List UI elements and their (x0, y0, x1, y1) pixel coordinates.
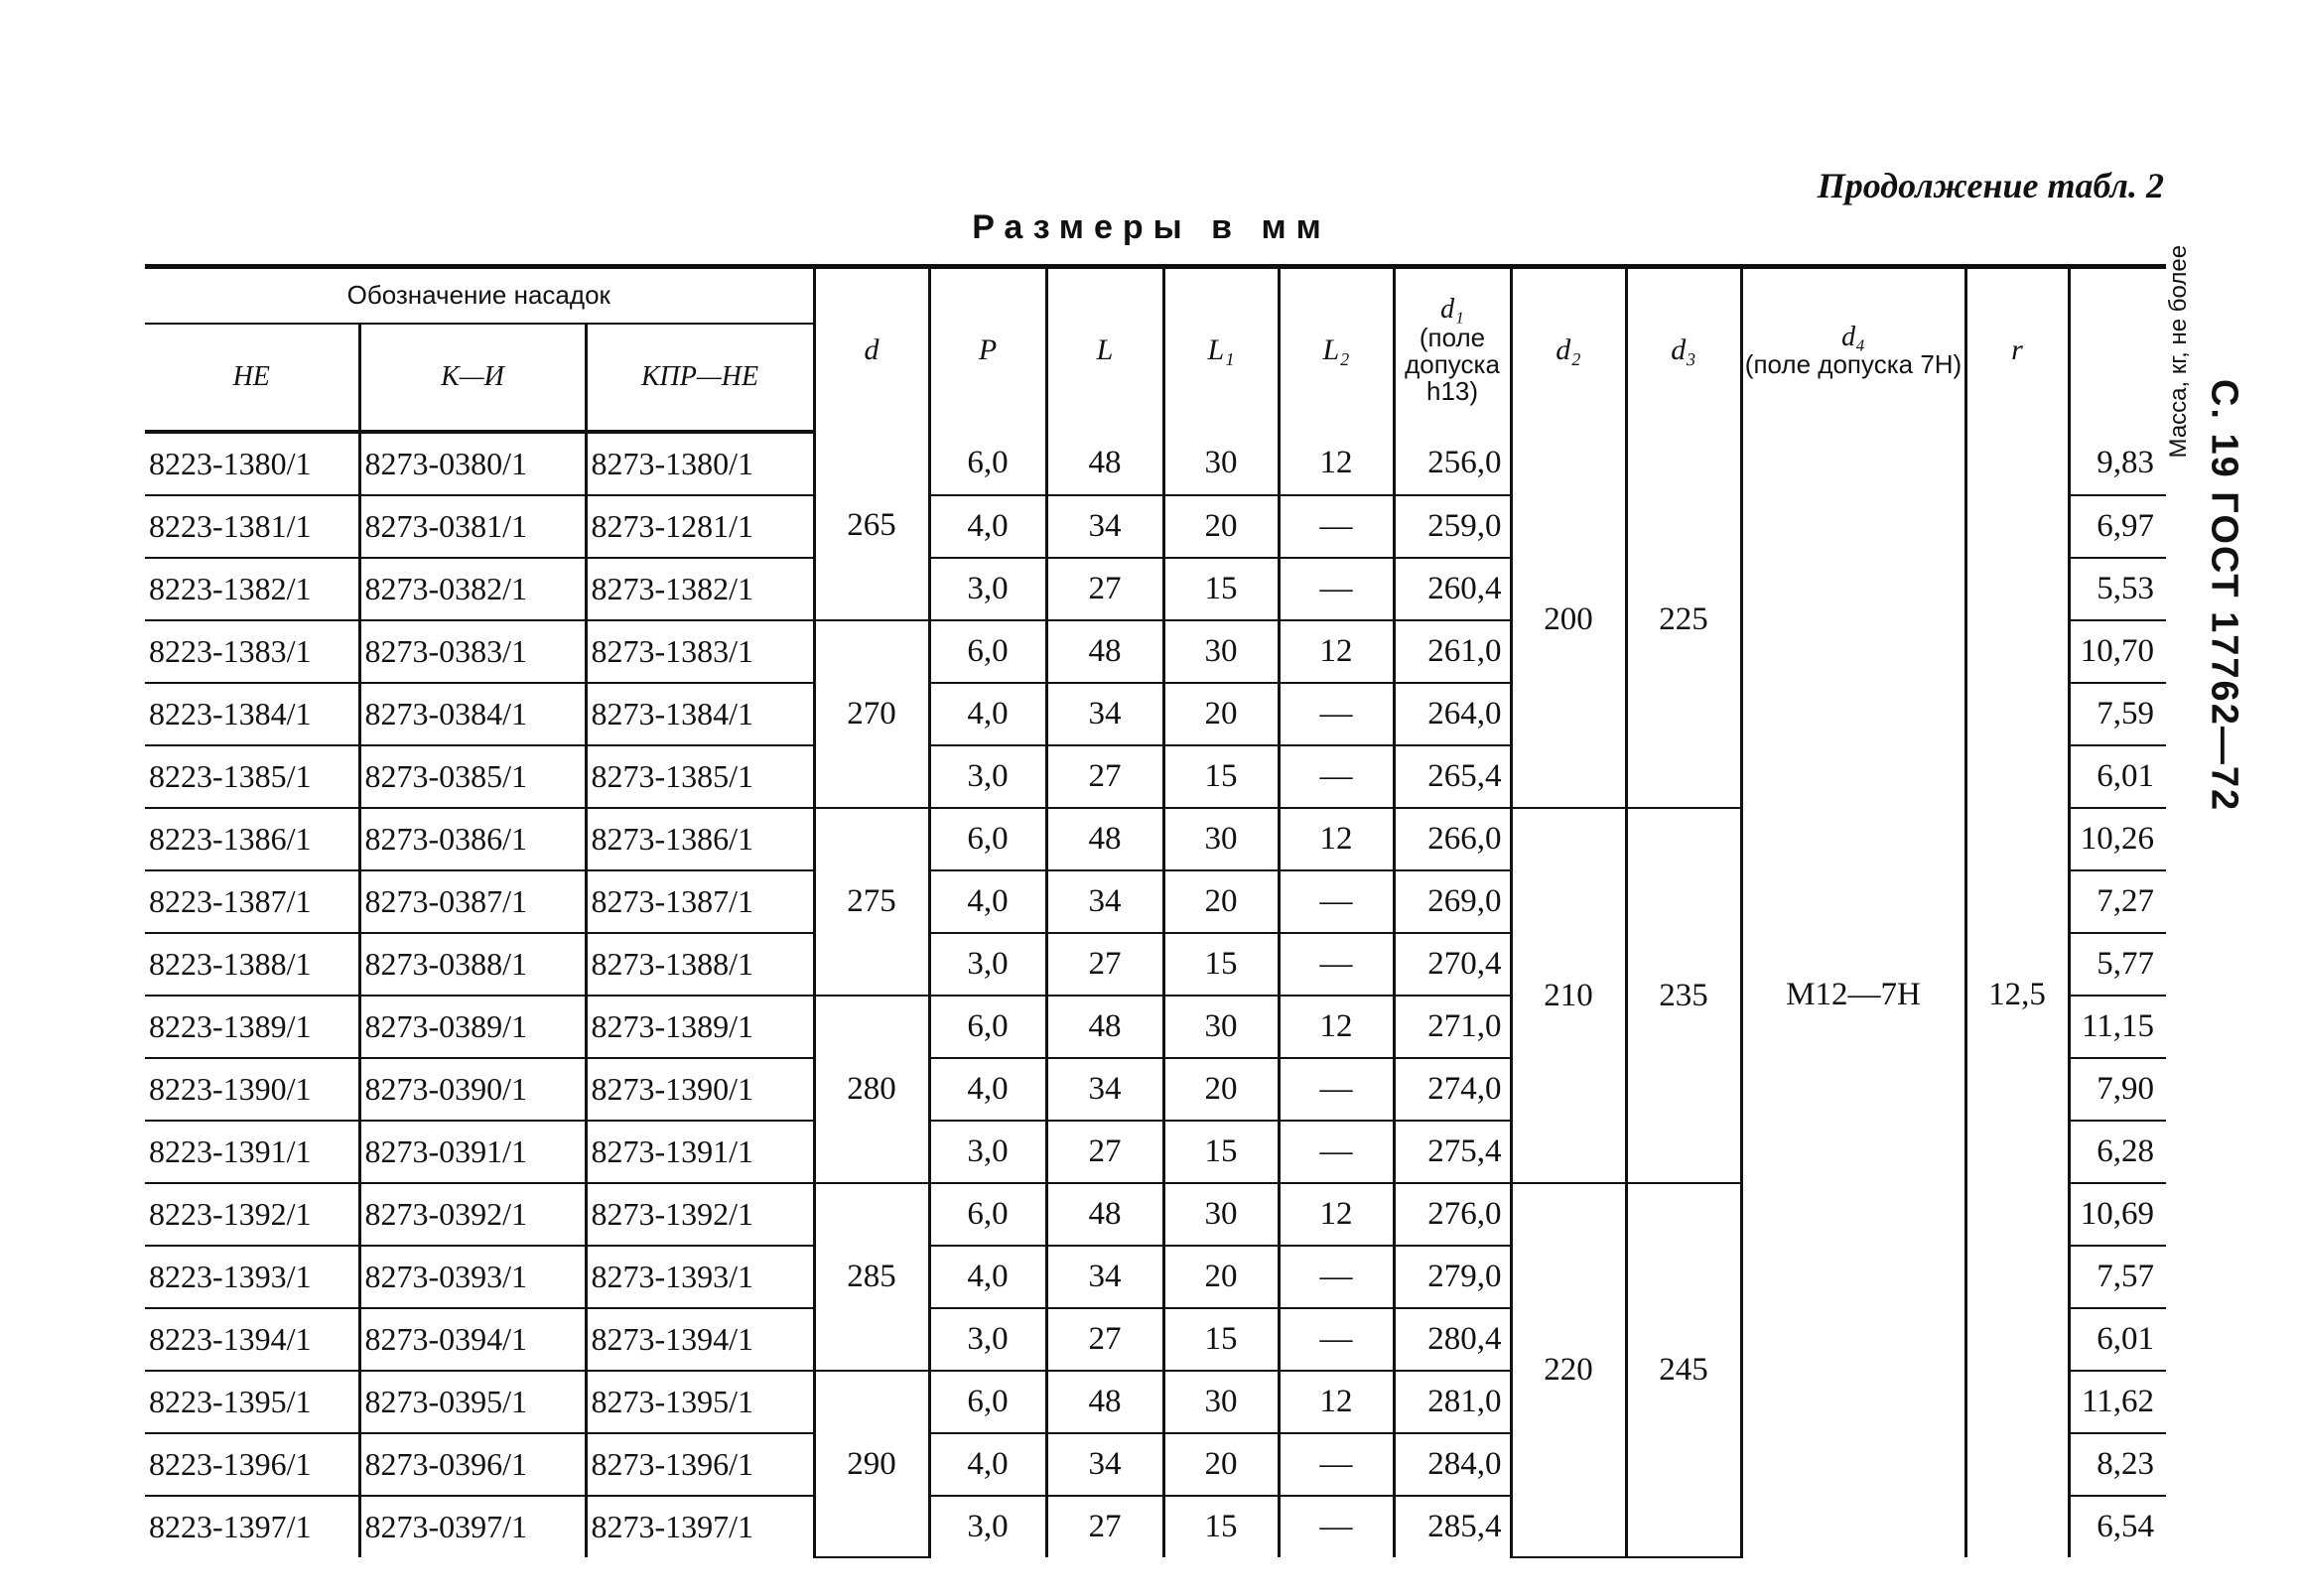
cell-ki: 8273-0392/1 (359, 1183, 586, 1246)
cell-mass: 5,77 (2069, 933, 2166, 996)
cell-l2: — (1279, 683, 1394, 745)
cell-kpr: 8273-1380/1 (586, 432, 814, 495)
cell-l: 48 (1046, 1371, 1163, 1433)
cell-d1: 269,0 (1394, 870, 1511, 933)
col-header-r: r (1965, 267, 2069, 433)
cell-p: 3,0 (929, 745, 1046, 808)
cell-p: 3,0 (929, 933, 1046, 996)
cell-kpr: 8273-1395/1 (586, 1371, 814, 1433)
cell-d3: 235 (1626, 808, 1741, 1183)
cell-ki: 8273-0391/1 (359, 1121, 586, 1183)
cell-d: 285 (814, 1183, 929, 1371)
cell-p: 4,0 (929, 1433, 1046, 1496)
cell-ki: 8273-0390/1 (359, 1058, 586, 1121)
cell-ne: 8223-1386/1 (145, 808, 359, 870)
cell-l2: 12 (1279, 996, 1394, 1058)
cell-d: 270 (814, 620, 929, 808)
cell-ki: 8273-0382/1 (359, 558, 586, 620)
cell-l2: — (1279, 1246, 1394, 1308)
cell-d1: 284,0 (1394, 1433, 1511, 1496)
cell-l1: 30 (1163, 620, 1279, 683)
cell-l: 48 (1046, 1183, 1163, 1246)
cell-l: 34 (1046, 1433, 1163, 1496)
cell-ki: 8273-0397/1 (359, 1496, 586, 1557)
col-header-d4 (1741, 267, 1965, 433)
cell-ne: 8223-1384/1 (145, 683, 359, 745)
col-header-kpr: КПР—НЕ (586, 324, 814, 432)
cell-p: 4,0 (929, 1058, 1046, 1121)
cell-d1: 274,0 (1394, 1058, 1511, 1121)
cell-ne: 8223-1382/1 (145, 558, 359, 620)
cell-ne: 8223-1397/1 (149, 1509, 312, 1544)
cell-ne: 8223-1390/1 (145, 1058, 359, 1121)
cell-d1: 270,4 (1394, 933, 1511, 996)
cell-ki: 8273-0385/1 (359, 745, 586, 808)
nozzle-spec-table (145, 244, 2192, 1558)
cell-l1: 15 (1163, 933, 1279, 996)
col-header-l1: L₁ (1163, 267, 1279, 433)
cell-kpr: 8273-1390/1 (586, 1058, 814, 1121)
col-header-mass (2069, 244, 2192, 459)
cell-d1: 280,4 (1394, 1308, 1511, 1371)
cell-l: 27 (1046, 933, 1163, 996)
cell-kpr: 8273-1281/1 (586, 495, 814, 558)
cell-d: 265 (814, 432, 929, 620)
cell-ne: 8223-1391/1 (145, 1121, 359, 1183)
cell-ki: 8273-0396/1 (359, 1433, 586, 1496)
cell-l1: 30 (1163, 996, 1279, 1058)
cell-ne: 8223-1393/1 (145, 1246, 359, 1308)
cell-l: 48 (1046, 808, 1163, 870)
cell-mass: 6,54 (2069, 1496, 2166, 1557)
cell-kpr: 8273-1391/1 (586, 1121, 814, 1183)
cell-mass: 11,62 (2069, 1371, 2166, 1433)
cell-l1: 15 (1163, 1308, 1279, 1371)
cell-d1: 279,0 (1394, 1246, 1511, 1308)
table-row (145, 432, 2166, 495)
cell-l: 27 (1046, 745, 1163, 808)
cell-d1: 275,4 (1394, 1121, 1511, 1183)
cell-d2: 210 (1511, 808, 1626, 1183)
col-header-d2: d₂ (1511, 267, 1626, 433)
cell-l1: 20 (1163, 683, 1279, 745)
cell-kpr: 8273-1388/1 (586, 933, 814, 996)
cell-kpr: 8273-1397/1 (586, 1496, 814, 1557)
cell-l: 34 (1046, 495, 1163, 558)
cell-l1: 30 (1163, 432, 1279, 495)
cell-kpr: 8273-1385/1 (586, 745, 814, 808)
cell-l1: 15 (1163, 558, 1279, 620)
cell-l1: 30 (1163, 1183, 1279, 1246)
cell-l1: 20 (1163, 870, 1279, 933)
cell-d3: 245 (1626, 1183, 1741, 1557)
cell-mass: 7,59 (2069, 683, 2166, 745)
cell-mass: 6,28 (2069, 1121, 2166, 1183)
cell-l1: 20 (1163, 1433, 1279, 1496)
cell-p: 6,0 (929, 432, 1046, 495)
cell-ki: 8273-0386/1 (359, 808, 586, 870)
cell-l2: — (1279, 745, 1394, 808)
cell-ki: 8273-0394/1 (359, 1308, 586, 1371)
cell-kpr: 8273-1393/1 (586, 1246, 814, 1308)
cell-kpr: 8273-1389/1 (586, 996, 814, 1058)
col-header-d1-symbol: d₁ (1440, 294, 1464, 326)
cell-l2: 12 (1279, 808, 1394, 870)
cell-l2: — (1279, 495, 1394, 558)
cell-p: 4,0 (929, 495, 1046, 558)
cell-l1: 15 (1163, 1496, 1279, 1557)
table-body (145, 432, 2166, 1557)
cell-l: 48 (1046, 620, 1163, 683)
col-header-d1 (1394, 267, 1511, 433)
cell-ki: 8273-0388/1 (359, 933, 586, 996)
cell-d: 290 (814, 1371, 929, 1557)
cell-l2: — (1279, 933, 1394, 996)
cell-ne: 8223-1385/1 (145, 745, 359, 808)
cell-ki: 8273-0381/1 (359, 495, 586, 558)
cell-ki: 8273-0389/1 (359, 996, 586, 1058)
cell-p: 3,0 (929, 1121, 1046, 1183)
table-continuation-label: Продолжение табл. 2 (1817, 166, 2164, 205)
cell-ne: 8223-1383/1 (145, 620, 359, 683)
col-header-ki: К—И (359, 324, 586, 432)
cell-kpr: 8273-1394/1 (586, 1308, 814, 1371)
cell-ki: 8273-0393/1 (359, 1246, 586, 1308)
cell-d1: 266,0 (1394, 808, 1511, 870)
col-header-d4-symbol: d₄ (1841, 321, 1865, 352)
cell-d: 275 (814, 808, 929, 996)
cell-mass: 7,57 (2069, 1246, 2166, 1308)
cell-l2: — (1279, 1308, 1394, 1371)
cell-mass: 5,53 (2069, 558, 2166, 620)
cell-ne: 8223-1387/1 (145, 870, 359, 933)
cell-ne: 8223-1380/1 (145, 432, 359, 495)
col-header-d1-note: (поле допуска h13) (1405, 322, 1500, 407)
cell-p: 6,0 (929, 996, 1046, 1058)
cell-mass: 10,70 (2069, 620, 2166, 683)
col-header-d4-note: (поле допуска 7H) (1744, 349, 1962, 380)
col-header-d: d (814, 267, 929, 433)
cell-ne: 8223-1389/1 (145, 996, 359, 1058)
cell-d1: 276,0 (1394, 1183, 1511, 1246)
cell-p: 3,0 (929, 1308, 1046, 1371)
cell-ki: 8273-0380/1 (359, 432, 586, 495)
cell-p: 3,0 (929, 1496, 1046, 1557)
cell-d1: 271,0 (1394, 996, 1511, 1058)
cell-p: 6,0 (929, 1183, 1046, 1246)
cell-mass: 6,01 (2069, 745, 2166, 808)
cell-l: 48 (1046, 432, 1163, 495)
cell-mass: 6,97 (2069, 495, 2166, 558)
cell-mass: 6,01 (2069, 1308, 2166, 1371)
cell-l2: — (1279, 558, 1394, 620)
cell-ki: 8273-0384/1 (359, 683, 586, 745)
cell-p: 6,0 (929, 1371, 1046, 1433)
cell-ne: 8223-1394/1 (145, 1308, 359, 1371)
cell-d1: 281,0 (1394, 1371, 1511, 1433)
col-header-ne: НЕ (145, 324, 359, 432)
cell-p: 6,0 (929, 808, 1046, 870)
cell-ne: 8223-1392/1 (145, 1183, 359, 1246)
cell-l2: — (1279, 870, 1394, 933)
cell-l: 27 (1046, 1308, 1163, 1371)
cell-l1: 20 (1163, 1058, 1279, 1121)
cell-l: 27 (1046, 1121, 1163, 1183)
cell-kpr: 8273-1384/1 (586, 683, 814, 745)
cell-mass: 11,15 (2069, 996, 2166, 1058)
cell-mass: 7,27 (2069, 870, 2166, 933)
cell-ne: 8223-1395/1 (145, 1371, 359, 1433)
cell-l1: 15 (1163, 1121, 1279, 1183)
cell-l: 34 (1046, 683, 1163, 745)
cell-l2: — (1279, 1433, 1394, 1496)
col-header-l2: L₂ (1279, 267, 1394, 433)
cell-l2: 12 (1279, 620, 1394, 683)
col-header-mass-label: Масса, кг, не более (2164, 244, 2192, 459)
cell-l2: 12 (1279, 1183, 1394, 1246)
page-standard-label: С. 19 ГОСТ 17762—72 (2203, 378, 2245, 813)
cell-mass: 10,69 (2069, 1183, 2166, 1246)
cell-ki: 8273-0387/1 (359, 870, 586, 933)
cell-d1: 256,0 (1394, 432, 1511, 495)
cell-d1: 261,0 (1394, 620, 1511, 683)
cell-kpr: 8273-1396/1 (586, 1433, 814, 1496)
cell-l2: 12 (1279, 432, 1394, 495)
cell-l: 27 (1046, 558, 1163, 620)
cell-kpr: 8273-1392/1 (586, 1183, 814, 1246)
cell-d2: 220 (1511, 1183, 1626, 1557)
cell-l: 27 (1046, 1496, 1163, 1557)
designation-group-header: Обозначение насадок (145, 267, 814, 325)
cell-l: 34 (1046, 870, 1163, 933)
cell-ki: 8273-0395/1 (359, 1371, 586, 1433)
col-header-p: P (929, 267, 1046, 433)
cell-l2: — (1279, 1058, 1394, 1121)
cell-ne: 8223-1388/1 (145, 933, 359, 996)
cell-d1: 285,4 (1394, 1496, 1511, 1557)
cell-ki: 8273-0383/1 (359, 620, 586, 683)
cell-ne: 8223-1381/1 (145, 495, 359, 558)
cell-l: 48 (1046, 996, 1163, 1058)
cell-p: 4,0 (929, 1246, 1046, 1308)
cell-mass: 7,90 (2069, 1058, 2166, 1121)
cell-kpr: 8273-1382/1 (586, 558, 814, 620)
cell-d3: 225 (1626, 432, 1741, 808)
cell-l1: 30 (1163, 808, 1279, 870)
cell-l1: 20 (1163, 1246, 1279, 1308)
cell-d1: 265,4 (1394, 745, 1511, 808)
col-header-d3: d₃ (1626, 267, 1741, 433)
cell-p: 4,0 (929, 870, 1046, 933)
cell-l1: 30 (1163, 1371, 1279, 1433)
cell-r: 12,5 (1965, 432, 2069, 1557)
col-header-l: L (1046, 267, 1163, 433)
cell-l1: 20 (1163, 495, 1279, 558)
cell-mass: 10,26 (2069, 808, 2166, 870)
cell-l1: 15 (1163, 745, 1279, 808)
cell-l2: — (1279, 1496, 1394, 1557)
cell-d1: 260,4 (1394, 558, 1511, 620)
cell-kpr: 8273-1387/1 (586, 870, 814, 933)
cell-p: 3,0 (929, 558, 1046, 620)
cell-l: 34 (1046, 1058, 1163, 1121)
cell-l2: 12 (1279, 1371, 1394, 1433)
cell-p: 4,0 (929, 683, 1046, 745)
units-title: Размеры в мм (972, 208, 1331, 246)
cell-d1: 259,0 (1394, 495, 1511, 558)
cell-kpr: 8273-1383/1 (586, 620, 814, 683)
cell-l: 34 (1046, 1246, 1163, 1308)
cell-mass: 9,83 (2069, 432, 2166, 495)
cell-d: 280 (814, 996, 929, 1183)
cell-ne: 8223-1396/1 (145, 1433, 359, 1496)
cell-d4: M12—7H (1741, 432, 1965, 1557)
cell-l2: — (1279, 1121, 1394, 1183)
cell-kpr: 8273-1386/1 (586, 808, 814, 870)
cell-mass: 8,23 (2069, 1433, 2166, 1496)
cell-d2: 200 (1511, 432, 1626, 808)
cell-d1: 264,0 (1394, 683, 1511, 745)
cell-p: 6,0 (929, 620, 1046, 683)
